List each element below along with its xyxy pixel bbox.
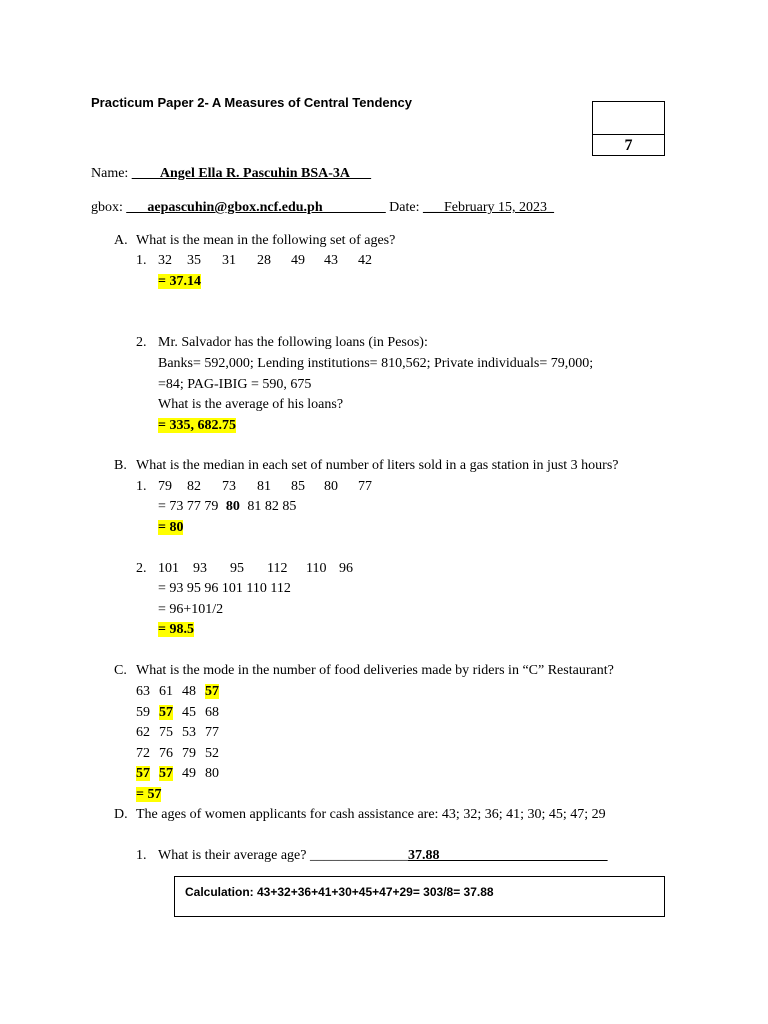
table-cell — [205, 765, 219, 783]
table-cell — [182, 724, 196, 742]
age-value-2: 35 — [187, 253, 201, 268]
section-d-item1-answer: 37.88________________________ — [407, 848, 608, 863]
liters-value-6: 80 — [324, 479, 338, 494]
liters-value-2: 82 — [187, 479, 201, 494]
score-box — [592, 101, 665, 156]
section-b-item2-num: 2. — [136, 561, 147, 576]
score-value: 7 — [624, 137, 633, 154]
section-b-item1-answer: = 80 — [158, 520, 184, 535]
delivery-count: 45 — [182, 705, 196, 720]
table-cell — [159, 724, 173, 742]
delivery-count: 63 — [136, 684, 150, 699]
delivery-count: 77 — [205, 725, 219, 740]
section-a-item2-line4: What is the average of his loans? — [158, 397, 344, 412]
delivery-count: 48 — [182, 684, 196, 699]
name-line — [91, 165, 371, 183]
table-cell — [205, 704, 219, 722]
median-value: 80 — [225, 499, 240, 514]
section-d-item1-num: 1. — [136, 848, 147, 863]
table-cell — [182, 704, 196, 722]
calculation-box — [174, 876, 665, 917]
table-cell — [159, 704, 173, 722]
section-a-item2-num: 2. — [136, 335, 147, 350]
section-c-answer: = 57 — [136, 787, 162, 802]
delivery-count: 68 — [205, 705, 219, 720]
delivery-count: 49 — [182, 766, 196, 781]
date-value: ___February 15, 2023_ — [422, 200, 555, 215]
delivery-count: 75 — [159, 725, 173, 740]
section-a-letter: A. — [114, 233, 128, 248]
delivery-count: 59 — [136, 705, 150, 720]
name-label: Name: — [91, 166, 129, 181]
delivery-count: 76 — [159, 746, 173, 761]
section-a-item2-line3: =84; PAG-IBIG = 590, 675 — [158, 377, 312, 392]
delivery-count: 72 — [136, 746, 150, 761]
table-cell — [136, 724, 150, 742]
section-b-letter: B. — [114, 458, 127, 473]
delivery-count: 80 — [205, 766, 219, 781]
section-c-question: What is the mode in the number of food deliveries made by riders in “C” Restaurant? — [136, 663, 614, 678]
section-a-item1-answer: = 37.14 — [158, 274, 201, 289]
table-cell — [205, 745, 219, 763]
table-cell — [182, 683, 196, 701]
section-d-item1-question: What is their average age? ______________ — [158, 848, 408, 863]
delivery-count: 57 — [136, 766, 150, 781]
section-c-letter: C. — [114, 663, 127, 678]
gbox-value: ___aepascuhin@gbox.ncf.edu.ph_________ — [126, 200, 386, 215]
delivery-count: 52 — [205, 746, 219, 761]
section-b-item2-answer: = 98.5 — [158, 622, 194, 637]
name-value: ____Angel Ella R. Pascuhin BSA-3A___ — [131, 166, 372, 181]
section-b-item2-calc: = 96+101/2 — [158, 602, 224, 617]
table-cell — [205, 724, 219, 742]
delivery-count: 62 — [136, 725, 150, 740]
table-cell — [136, 704, 150, 722]
liters-value-3: 95 — [230, 561, 244, 576]
delivery-count: 53 — [182, 725, 196, 740]
liters-value-1: 101 — [158, 561, 179, 576]
liters-value-2: 93 — [193, 561, 207, 576]
section-b-item1-sorted — [158, 498, 296, 516]
table-cell — [159, 683, 173, 701]
section-a-item1-values — [158, 252, 388, 270]
section-b-item1-num: 1. — [136, 479, 147, 494]
liters-value-5: 85 — [291, 479, 305, 494]
age-value-1: 32 — [158, 253, 172, 268]
gbox-line — [91, 199, 554, 217]
table-cell — [159, 745, 173, 763]
section-b-item2-values — [158, 560, 369, 578]
section-b-item1-values — [158, 478, 388, 496]
delivery-count: 57 — [159, 705, 173, 720]
table-cell — [182, 765, 196, 783]
section-a-item2-answer: = 335, 682.75 — [158, 418, 236, 433]
age-value-5: 49 — [291, 253, 305, 268]
delivery-count: 57 — [205, 684, 219, 699]
delivery-count: 57 — [159, 766, 173, 781]
liters-value-5: 110 — [306, 561, 327, 576]
section-a-item2-line2: Banks= 592,000; Lending institutions= 810,562; Private individuals= 79,000; — [158, 356, 594, 371]
table-cell — [136, 683, 150, 701]
liters-value-6: 96 — [339, 561, 353, 576]
section-d-item1 — [158, 847, 607, 865]
table-cell — [136, 745, 150, 763]
delivery-count: 61 — [159, 684, 173, 699]
sorted-post: 81 82 85 — [247, 499, 297, 514]
section-a-item1-num: 1. — [136, 253, 147, 268]
age-value-3: 31 — [222, 253, 236, 268]
age-value-7: 42 — [358, 253, 372, 268]
table-cell — [159, 765, 173, 783]
liters-value-1: 79 — [158, 479, 172, 494]
section-a-question: What is the mean in the following set of ages? — [136, 233, 396, 248]
date-label: Date: — [389, 200, 420, 215]
sorted-pre: = 73 77 79 — [158, 499, 219, 514]
delivery-count: 79 — [182, 746, 196, 761]
section-d-letter: D. — [114, 807, 128, 822]
table-cell — [136, 765, 150, 783]
gbox-label: gbox: — [91, 200, 123, 215]
section-b-item2-sorted: = 93 95 96 101 110 112 — [158, 581, 291, 596]
section-d-question: The ages of women applicants for cash assistance are: 43; 32; 36; 41; 30; 45; 47; 29 — [136, 807, 606, 822]
liters-value-4: 81 — [257, 479, 271, 494]
table-cell — [182, 745, 196, 763]
liters-value-3: 73 — [222, 479, 236, 494]
liters-value-4: 112 — [267, 561, 288, 576]
section-a-item2-line1: Mr. Salvador has the following loans (in Pesos): — [158, 335, 428, 350]
liters-value-7: 77 — [358, 479, 372, 494]
page-title: Practicum Paper 2- A Measures of Central Tendency — [91, 95, 413, 110]
age-value-4: 28 — [257, 253, 271, 268]
section-b-question: What is the median in each set of number of liters sold in a gas station in just 3 hours? — [136, 458, 619, 473]
table-cell — [205, 683, 219, 701]
calculation-text: Calculation: 43+32+36+41+30+45+47+29= 303/8= 37.88 — [185, 885, 494, 899]
age-value-6: 43 — [324, 253, 338, 268]
score-box-blank — [593, 102, 664, 135]
